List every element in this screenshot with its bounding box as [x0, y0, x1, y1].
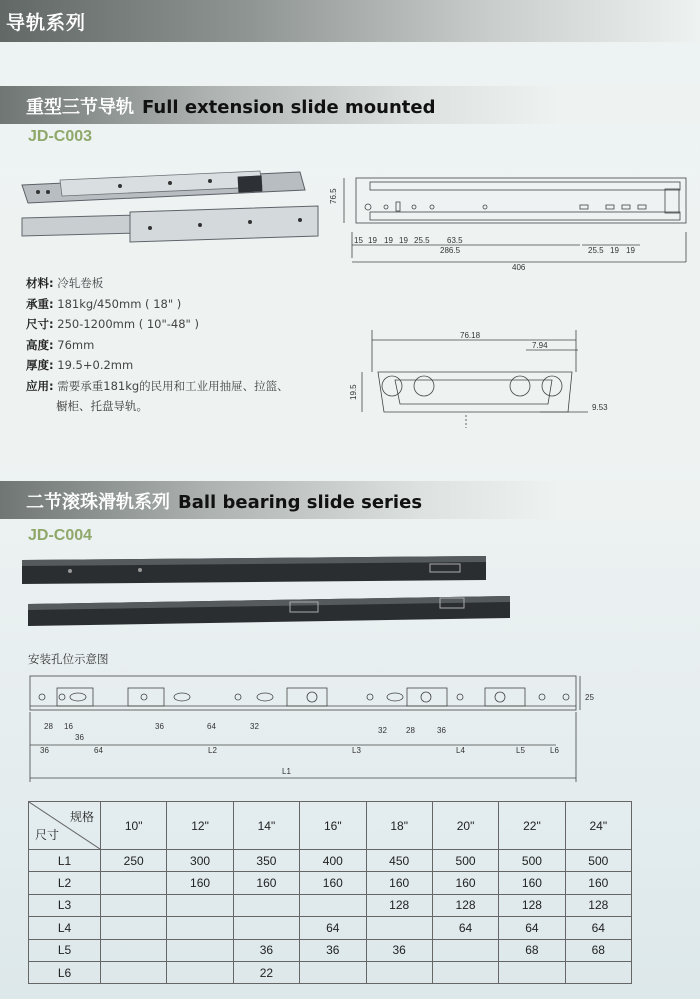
table-row: [29, 894, 632, 916]
dim-36-c: 36: [437, 726, 446, 735]
table-cell: [101, 939, 167, 961]
dim-36-b: 36: [155, 722, 164, 731]
mounting-diagram-caption: 安装孔位示意图: [28, 652, 109, 666]
dim-63-5: 63.5: [447, 236, 463, 245]
dim-19-a: 19: [368, 236, 377, 245]
dim-bottom-64: 64: [94, 746, 103, 755]
table-cell: 36: [233, 939, 299, 961]
ball-bearing-slide-photo: [22, 556, 510, 626]
size-spec-table: [28, 801, 632, 984]
table-cell: 500: [499, 850, 565, 872]
table-cell: 64: [432, 917, 498, 939]
dim-16: 16: [64, 722, 73, 731]
dim-19-b: 19: [384, 236, 393, 245]
table-cell: [300, 894, 366, 916]
table-cell: [432, 961, 498, 983]
spec-key: 高度:: [26, 337, 54, 352]
table-cell: [366, 917, 432, 939]
section2-title-en: Ball bearing slide series: [178, 492, 423, 513]
table-cell: 500: [432, 850, 498, 872]
dim-28-b: 28: [406, 726, 415, 735]
dim-19-5: 19.5: [349, 384, 358, 400]
spec-key: 尺寸:: [26, 317, 54, 331]
section1-title-en: Full extension slide mounted: [142, 97, 436, 118]
table-row: [29, 961, 632, 983]
dim-15: 15: [354, 236, 363, 245]
table-row: [29, 917, 632, 939]
table-cell: [101, 961, 167, 983]
table-cell: [167, 939, 233, 961]
page-title: 导轨系列: [6, 12, 87, 34]
table-cell: [499, 961, 565, 983]
spec-value: 需要承重181kg的民用和工业用抽屉、拉篮、: [57, 378, 289, 393]
table-cell: 128: [366, 894, 432, 916]
dim-25: 25: [585, 693, 594, 702]
table-cell: 160: [233, 872, 299, 894]
row-label: L6: [29, 961, 101, 983]
dim-height-76: 76.5: [329, 188, 338, 204]
dim-r-19-b: 19: [626, 246, 635, 255]
dim-L1: L1: [282, 767, 291, 776]
table-cell: 22: [233, 961, 299, 983]
table-cell: 68: [499, 939, 565, 961]
table-row: [29, 872, 632, 894]
row-label: L4: [29, 917, 101, 939]
table-cell: 64: [565, 917, 631, 939]
table-cell: 160: [432, 872, 498, 894]
dim-28-a: 28: [44, 722, 53, 731]
table-cell: [366, 961, 432, 983]
spec-key: 厚度:: [26, 358, 54, 372]
dim-25-5: 25.5: [414, 236, 430, 245]
table-cell: 128: [432, 894, 498, 916]
spec-value: 冷轧卷板: [57, 276, 104, 290]
table-cell: [167, 894, 233, 916]
spec-key: 应用:: [26, 378, 54, 393]
table-row: [29, 850, 632, 872]
table-cell: 160: [300, 872, 366, 894]
spec-value: 76mm: [57, 337, 95, 352]
dim-64-a: 64: [207, 722, 216, 731]
table-cell: [300, 961, 366, 983]
table-cell: [101, 894, 167, 916]
section2-title-cn: 二节滚珠滑轨系列: [26, 492, 170, 513]
dim-19-c: 19: [399, 236, 408, 245]
dim-32-b: 32: [378, 726, 387, 735]
col-header: 14": [233, 802, 299, 850]
col-header: 16": [300, 802, 366, 850]
table-cell: 160: [366, 872, 432, 894]
table-header-row: [29, 802, 632, 850]
row-label: L3: [29, 894, 101, 916]
dim-76-18: 76.18: [460, 331, 481, 340]
table-cell: [565, 961, 631, 983]
table-cell: 128: [499, 894, 565, 916]
table-cell: [233, 917, 299, 939]
table-cell: 36: [300, 939, 366, 961]
spec-value: 250-1200mm ( 10"-48" ): [57, 317, 199, 331]
table-cell: 160: [499, 872, 565, 894]
table-cell: 68: [565, 939, 631, 961]
table-cell: [167, 961, 233, 983]
section1-model: JD-C003: [28, 128, 93, 145]
dim-7-94: 7.94: [532, 341, 548, 350]
dim-L2: L2: [208, 746, 217, 755]
table-cell: 500: [565, 850, 631, 872]
section1-title-cn: 重型三节导轨: [26, 97, 134, 118]
table-cell: [233, 894, 299, 916]
dim-36-a: 36: [75, 733, 84, 742]
table-cell: [101, 872, 167, 894]
mounting-hole-diagram: [30, 676, 580, 782]
corner-label-size: 尺寸: [35, 828, 60, 842]
row-label: L1: [29, 850, 101, 872]
table-cell: 160: [565, 872, 631, 894]
col-header: 18": [366, 802, 432, 850]
table-cell: 450: [366, 850, 432, 872]
dim-L4: L4: [456, 746, 465, 755]
table-cell: 64: [499, 917, 565, 939]
dim-r-25-5: 25.5: [588, 246, 604, 255]
dim-9-53: 9.53: [592, 403, 608, 412]
table-cell: 160: [167, 872, 233, 894]
dim-L5: L5: [516, 746, 525, 755]
col-header: 20": [432, 802, 498, 850]
corner-label-spec: 规格: [69, 810, 94, 824]
spec-key: 材料:: [26, 276, 54, 290]
table-cell: 64: [300, 917, 366, 939]
table-cell: [432, 939, 498, 961]
col-header: 22": [499, 802, 565, 850]
table-corner-cell: [29, 802, 101, 850]
row-label: L2: [29, 872, 101, 894]
spec-key: 承重:: [26, 296, 54, 311]
spec-value: 181kg/450mm ( 18" ): [57, 296, 182, 311]
dim-L3: L3: [352, 746, 361, 755]
col-header: 12": [167, 802, 233, 850]
dim-r-19-a: 19: [610, 246, 619, 255]
dim-286-5: 286.5: [440, 246, 461, 255]
dim-32-a: 32: [250, 722, 259, 731]
table-cell: [167, 917, 233, 939]
dim-bottom-36: 36: [40, 746, 49, 755]
table-cell: [101, 917, 167, 939]
dim-406: 406: [512, 263, 526, 272]
table-cell: 36: [366, 939, 432, 961]
section2-model: JD-C004: [28, 527, 93, 544]
row-label: L5: [29, 939, 101, 961]
table-body: [29, 850, 632, 984]
table-cell: 250: [101, 850, 167, 872]
hole-diagram-labels: [40, 693, 594, 776]
spec-row-application-cont: 橱柜、托盘导轨。: [56, 399, 148, 413]
spec-value: 19.5+0.2mm: [57, 358, 134, 372]
table-row: [29, 939, 632, 961]
table-cell: 400: [300, 850, 366, 872]
col-header: 24": [565, 802, 631, 850]
col-header: 10": [101, 802, 167, 850]
table-cell: 128: [565, 894, 631, 916]
table-cell: 300: [167, 850, 233, 872]
table-cell: 350: [233, 850, 299, 872]
dim-L6: L6: [550, 746, 559, 755]
